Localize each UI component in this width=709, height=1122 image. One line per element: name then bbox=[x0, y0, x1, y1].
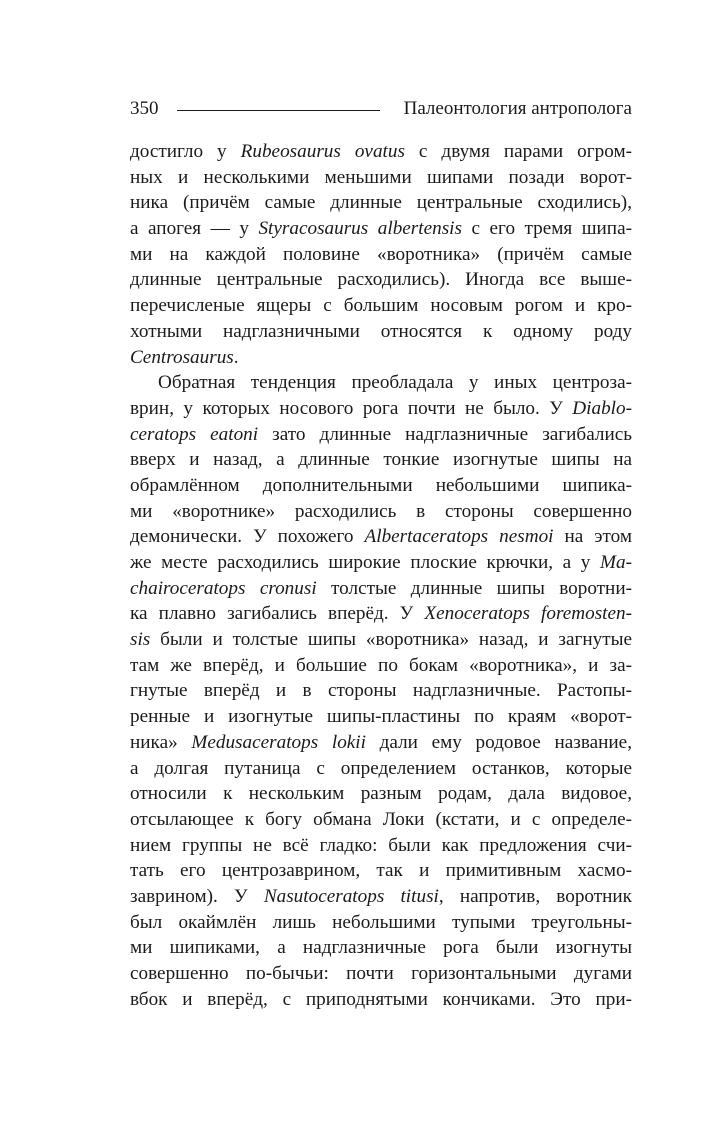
text-line bbox=[130, 319, 632, 345]
text-run: были и толстые шипы «воротника» назад, и загнутые bbox=[150, 629, 632, 651]
text-run: . bbox=[233, 346, 239, 368]
text-run: обрамлённом дополнительными небольшими шипика- bbox=[130, 474, 632, 496]
page-number: 350 bbox=[130, 98, 159, 119]
text-line bbox=[130, 139, 632, 165]
text-run: а долгая путаница с определением останков, которые bbox=[130, 757, 632, 779]
text-line bbox=[130, 165, 632, 191]
taxon-name: Rubeosaurus ovatus bbox=[240, 141, 405, 162]
running-head bbox=[130, 95, 632, 123]
text-line bbox=[130, 396, 632, 422]
text-line bbox=[130, 833, 632, 859]
text-run: достигло у bbox=[130, 141, 241, 162]
taxon-name: Styracosaurus albertensis bbox=[258, 218, 462, 240]
text-line bbox=[130, 807, 632, 833]
text-line bbox=[130, 345, 632, 371]
paragraph bbox=[130, 370, 632, 1012]
text-run: ми шипиками, а надглазничные рога были изогнуты bbox=[130, 937, 632, 959]
text-run: демонически. У похожего bbox=[130, 526, 365, 548]
text-run: хотными надглазничными относятся к одному роду bbox=[130, 320, 632, 342]
text-line bbox=[130, 242, 632, 268]
text-run: зато длинные надглазничные загибались bbox=[258, 423, 632, 445]
text-line bbox=[130, 987, 632, 1013]
text-line bbox=[130, 961, 632, 987]
text-run: ка плавно загибались вперёд. У bbox=[130, 603, 425, 625]
text-line bbox=[130, 653, 632, 679]
text-line bbox=[130, 627, 632, 653]
running-title: Палеонтология антрополога bbox=[403, 98, 632, 119]
text-run: ника» bbox=[130, 731, 192, 753]
text-line bbox=[130, 524, 632, 550]
text-run: ми на каждой половине «воротника» (причём самые bbox=[130, 243, 632, 265]
text-run: совершенно по-бычьи: почти горизонтальными дугами bbox=[130, 963, 632, 984]
taxon-name: Medusaceratops lokii bbox=[191, 731, 366, 753]
text-line bbox=[130, 730, 632, 756]
text-run: ных и несколькими меньшими шипами позади ворот- bbox=[130, 166, 632, 188]
text-run: ренные и изогнутые шипы-пластины по краям «ворот- bbox=[130, 706, 632, 728]
text-line bbox=[130, 190, 632, 216]
text-run: толстые длинные шипы воротни- bbox=[316, 577, 632, 599]
text-line bbox=[130, 550, 632, 576]
taxon-name: Albertaceratops nesmoi bbox=[364, 526, 554, 548]
text-run: на этом bbox=[553, 526, 632, 548]
text-run: был окаймлён лишь небольшими тупыми треугольны- bbox=[130, 911, 632, 933]
taxon-name: ceratops eatoni bbox=[130, 423, 259, 445]
text-run: с его тремя шипа- bbox=[461, 218, 632, 240]
text-line bbox=[130, 910, 632, 936]
taxon-name: Xenoceratops foremosten- bbox=[424, 603, 632, 625]
text-line bbox=[130, 576, 632, 602]
text-run: с двумя парами огром- bbox=[404, 141, 632, 162]
text-line bbox=[130, 601, 632, 627]
paragraph bbox=[130, 139, 632, 370]
taxon-name: Nasutoceratops titusi bbox=[263, 885, 439, 907]
taxon-name: sis bbox=[130, 629, 151, 651]
text-line bbox=[130, 216, 632, 242]
text-run: же месте расходились широкие плоские крючки, а у bbox=[130, 552, 601, 573]
text-run: а апогея — у bbox=[130, 218, 259, 240]
text-run: нием группы не всё гладко: были как предложения счи- bbox=[130, 834, 632, 856]
text-line bbox=[130, 678, 632, 704]
text-line bbox=[130, 499, 632, 525]
text-run: вверх и назад, а длинные тонкие изогнутые шипы на bbox=[130, 449, 632, 471]
text-run: заврином). У bbox=[130, 885, 264, 907]
taxon-name: Ma- bbox=[600, 552, 632, 573]
text-run: вбок и вперёд, с приподнятыми кончиками. Это при- bbox=[130, 988, 632, 1010]
text-line bbox=[130, 756, 632, 782]
text-line bbox=[130, 447, 632, 473]
text-line bbox=[130, 267, 632, 293]
text-line bbox=[130, 884, 632, 910]
text-run: отсылающее к богу обмана Локи (кстати, и с определе- bbox=[130, 808, 632, 830]
text-run: ника (причём самые длинные центральные сходились), bbox=[130, 192, 632, 214]
text-run: , напротив, воротник bbox=[438, 885, 633, 907]
taxon-name: chairoceratops cronusi bbox=[130, 577, 317, 599]
book-page bbox=[130, 95, 632, 1012]
header-rule bbox=[177, 110, 380, 111]
taxon-name: Centrosaurus bbox=[130, 346, 234, 368]
text-run: ми «воротнике» расходились в стороны совершенно bbox=[130, 500, 632, 522]
body-text bbox=[130, 139, 632, 1012]
text-line bbox=[130, 293, 632, 319]
text-run: перечисленые ящеры с большим носовым рогом и кро- bbox=[130, 295, 632, 317]
text-run: врин, у которых носового рога почти не было. У bbox=[130, 397, 573, 419]
text-run: Обратная тенденция преобладала у иных центроза- bbox=[158, 372, 632, 394]
taxon-name: Diablo- bbox=[572, 397, 632, 419]
text-line bbox=[130, 473, 632, 499]
text-run: тать его центрозаврином, так и примитивным хасмо- bbox=[130, 860, 632, 882]
text-run: дали ему родовое название, bbox=[365, 731, 632, 753]
text-run: гнутые вперёд и в стороны надглазничные. Растопы- bbox=[130, 680, 632, 702]
text-line bbox=[130, 935, 632, 961]
text-run: там же вперёд, и большие по бокам «воротника», и за- bbox=[130, 654, 632, 676]
text-run: длинные центральные расходились). Иногда все выше- bbox=[130, 269, 632, 291]
text-line bbox=[130, 422, 632, 448]
text-run: относили к нескольким разным родам, дала видовое, bbox=[130, 783, 632, 805]
text-line bbox=[130, 781, 632, 807]
text-line bbox=[130, 858, 632, 884]
text-line bbox=[130, 704, 632, 730]
text-line bbox=[130, 370, 632, 396]
